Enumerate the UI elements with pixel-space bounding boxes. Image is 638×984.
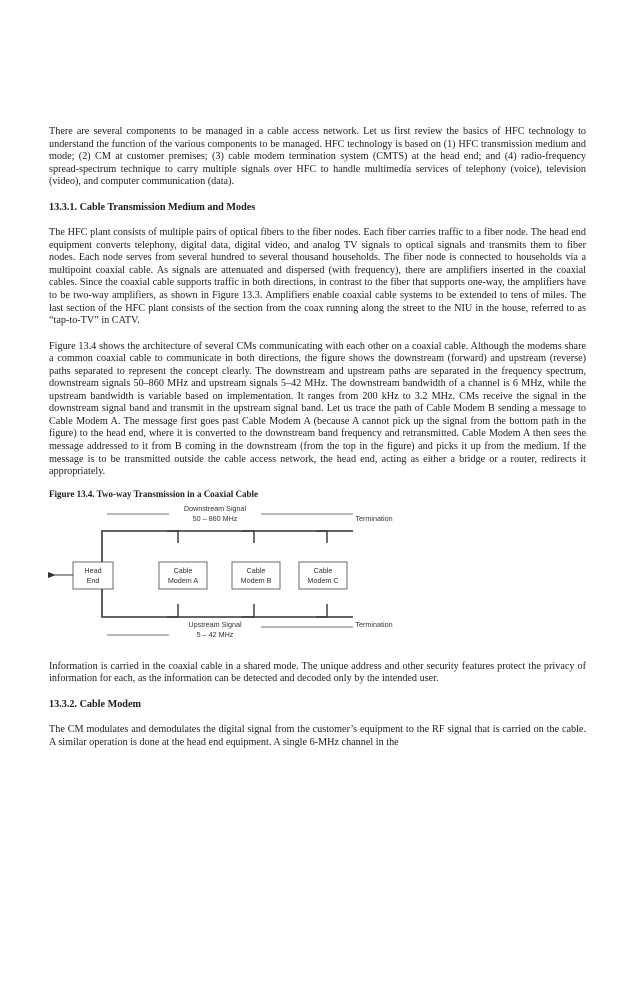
downstream-frequency: 50 – 860 MHz <box>192 513 238 523</box>
paragraph-shared-mode: Information is carried in the coaxial cable in a shared mode. The unique address and other security features protect the privacy of information for each, as the information can be detected and decoded only by the intended user. <box>49 660 586 685</box>
head-end-line1: Head <box>84 565 102 575</box>
paragraph-figure-13-4-description: Figure 13.4 shows the architecture of several CMs communicating with each other on a coaxial cable. Although the modems share a common coaxial cable to communicate in both directions, the figure shows the downstream (forward) and upstream (reverse) paths separated to represent the concept clearly. The downstream and upstream paths are separated in the frequency spectrum, downstream signals 50–860 MHz and upstream signals 5–42 MHz. The downstream bandwidth of a channel is 6 MHz, while the upstream bandwidth is variable based on implementation. It ranges from 200 kHz to 3.2 MHz. CMs receive the signal in the downstream signal band and transmit in the upstream signal band. Let us trace the path of Cable Modem B sending a message to Cable Modem A. The message first goes past Cable Modem A (because A cannot pick up the signal from the bottom path in the figure) to the head end, where it is converted to the downstream band frequency and retransmitted. Cable Modem A then sees the message addressed to it from B coming in the downstream (from the top in the figure) and picks it up from the medium. If the message is to be transmitted outside the cable access network, the head end, acting as either a bridge or a router, redirects it appropriately. <box>49 340 586 478</box>
upstream-frequency: 5 – 42 MHz <box>196 629 234 639</box>
section-heading-13-3-2: 13.3.2. Cable Modem <box>49 698 141 710</box>
cable-modem-c-line1: Cable <box>313 565 333 575</box>
termination-top-label: Termination <box>355 513 393 523</box>
upstream-bus <box>102 589 353 617</box>
coaxial-cable-diagram <box>49 500 586 639</box>
downstream-label: Downstream Signal <box>183 503 247 513</box>
cable-modem-b-line2: Modem B <box>240 575 272 585</box>
figure-13-4-diagram <box>49 500 586 639</box>
section-heading-13-3-1: 13.3.1. Cable Transmission Medium and Modes <box>49 201 256 213</box>
tap-modem-a-up <box>167 604 178 617</box>
cable-modem-a-line1: Cable <box>173 565 193 575</box>
tap-modem-a-down <box>167 531 178 543</box>
tap-modem-b-up <box>242 604 254 617</box>
figure-caption: Figure 13.4. Two-way Transmission in a Coaxial Cable <box>49 488 258 499</box>
termination-bottom-label: Termination <box>355 619 393 629</box>
cable-modem-b-line1: Cable <box>246 565 266 575</box>
tap-modem-c-up <box>316 604 327 617</box>
tap-modem-b-down <box>242 531 254 543</box>
paragraph-intro: There are several components to be managed in a cable access network. Let us first review the basics of HFC technology to understand the function of the various components to be managed. HFC technology is based on (1) HFC transmission medium and mode; (2) CM at customer premises; (3) cable modem termination system (CMTS) at the head end; and (4) radio-frequency spread-spectrum technique to carry multiple signals over HFC to handle multimedia services of telephony (voice), television (video), and computer communication (data). <box>49 126 586 188</box>
downstream-bus <box>102 531 353 562</box>
paragraph-hfc-plant: The HFC plant consists of multiple pairs of optical fibers to the fiber nodes. Each fiber carries traffic to a fiber node. The head end equipment converts telephony, digital data, digital video, and analog TV signals to optical signals and transmits them to fiber nodes. Each node serves from several hundred to several thousand households. The fiber node is connected to households via a multipoint coaxial cable. As signals are attenuated and dispersed (with frequency), there are amplifiers inserted in the coaxial cables. Since the coaxial cable supports traffic in both directions, in contrast to the fiber that supports one-way, the amplifiers have to be two-way amplifiers, as shown in Figure 13.3. Amplifiers enable coaxial cable systems to be extended to tens of miles. The last section of the HFC plant consists of the section from the coax running along the street to the NIU in the house, referred to as “tap-to-TV” in CATV. <box>49 227 586 327</box>
cable-modem-a-line2: Modem A <box>167 575 199 585</box>
upstream-label: Upstream Signal <box>188 619 242 629</box>
content-column <box>49 126 586 749</box>
paragraph-cable-modem: The CM modulates and demodulates the digital signal from the customer’s equipment to the RF signal that is carried on the cable. A similar operation is done at the head end equipment. A single 6-MHz channel in the <box>49 724 586 748</box>
head-end-line2: End <box>86 575 100 585</box>
cable-modem-c-line2: Modem C <box>307 575 339 585</box>
tap-modem-c-down <box>316 531 327 543</box>
